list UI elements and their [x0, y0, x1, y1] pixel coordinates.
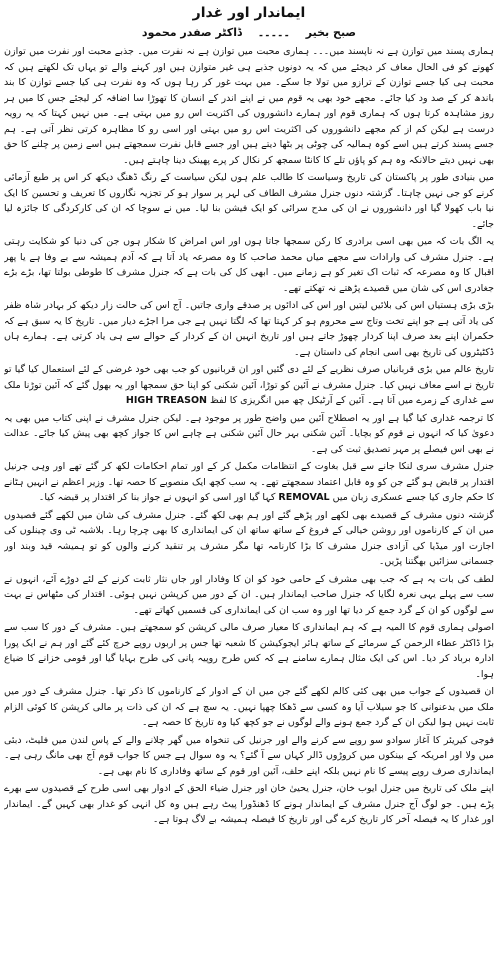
paragraph-7-text: جنرل مشرف سری لنکا جانے سے قبل بغاوت کے انتظامات مکمل کر کے اور تمام احکامات لکھ کر گئے تھے اور وہی جرنیل اقتدار پر قابض ہو گئے جن کو وہ قابل اعتماد سمجھتے تھے۔ یہ سب کچھ ایک منصوبے کا حصہ تھا۔ وزیر اعظم نے انہیں ہٹانے کا حکم جاری کیا جسے عسکری زبان میں: [4, 461, 494, 503]
newspaper-column: [4, 4, 494, 964]
english-term-removal: REMOVAL: [278, 492, 330, 503]
byline-separator: ۔۔۔۔۔: [257, 26, 290, 39]
paragraph-1: ہماری پسند میں توازن ہے نہ ناپسند میں۔۔۔ ہماری محبت میں توازن ہے نہ نفرت میں۔ جذبے محبت اور نفرت میں توازن کھونے کو فی الحال معاف کر دیجئے میں کہ یہ دونوں جذبے ہی غیر متوازن ہیں اور کہنے والے تو یہاں تک لکھتے ہیں کہ محبت ہی کیا جسے توازن کے ترازو میں تولا جا سکے۔ میں بہت غور کر رہا ہوں کہ وہ نفرت ہی کیا جسے توازن کا بند باندھ کر کے صد ود کیا جائے۔ مجھے خود بھی یہ قوم میں نے اپنے اندر کے انسان کا تھوڑا سا اضافہ کر لیجئے جس کا میں ہر روز مشاہدہ کرتا ہوں کہ ہماری قوم اور ہمارے دانشوروں کی اکثریت اس رو میں بہتی ہے۔ میں نہیں کہتا کہ یہ رویہ درست ہے لیکن کم از کم مجھے دانشوروں کی اکثریت اس رو میں بہتی اور اسی رو کا مظاہرہ کرتی نظر آتی ہے۔ ہم جسے پسند کرتے ہیں اسے کوہ ہمالیہ کی چوٹی پر بٹھا دیتے ہیں اور جسے قابل نفرت سمجھتے ہیں اسے زمین پر چلنے کا حق بھی نہیں دیتے حالانکہ وہ ہم کو پاؤں تلے کا کانٹا سمجھ کر نکال کر پرے پھینک دینا چاہتے ہیں۔: [4, 46, 494, 166]
paragraph-6: کا ترجمہ غداری کیا گیا ہے اور یہ اصطلاح آئین میں واضح طور پر موجود ہے۔ لیکن جنرل مشرف نے اپنی کتاب میں بھی یہ دعویٰ کیا کہ انہوں نے قوم کو بچایا۔ آئین شکنی بہر حال آئین شکنی ہے چاہے اس کا جواز کچھ بھی پیش کیا جائے۔ عدالت نے بھی اس فیصلے پر مہر تصدیق ثبت کی ہے۔: [4, 412, 494, 455]
paragraph-3: یہ الگ بات کہ میں بھی اسی برادری کا رکن سمجھا جاتا ہوں اور اس امراض کا شکار ہوں جن کی دنیا کو شکایت رہتی ہے۔ جنرل مشرف کی وارادات سے مجھے میاں محمد صاحب کا وہ مصرعہ یاد آتا ہے کہ آدم ہمیشہ سے بے وفا ہے یا پھر اقبال کا وہ مصرعہ کہ ثبات اک تغیر کو ہے زمانے میں۔ ابھی کل کی بات ہے کہ جنرل مشرف کا طوطی بولتا تھا، بڑے بڑے جغادری اس کی شان میں قصیدے پڑھتے نہ تھکتے تھے۔: [4, 236, 494, 294]
paragraph-8: گزشتہ دنوں مشرف کے قصیدے بھی لکھے اور پڑھے گئے اور ہم بھی لکھ گئے۔ جنرل مشرف کی شان میں لکھے گئے قصیدوں میں ان کے کارناموں اور روشن خیالی کے فروغ کے ساتھ ساتھ ان کی ایمانداری کا بھی چرچا رہا۔ بلاشبہ ٹی وی چینلوں کی اجازت اور میڈیا کی آزادی جنرل مشرف کا بڑا کارنامہ تھا مگر مشرف پر تنقید کرنے والوں کو تو ہمیشہ قید وبند اور جسمانی سزائیں بھگتنا پڑیں۔: [4, 509, 494, 567]
paragraph-7-tail: کہا گیا اور اسی کو انہوں نے جواز بنا کر اقتدار پر قبضہ کیا۔: [38, 492, 276, 503]
paragraph-4: بڑی بڑی ہستیاں اس کی بلائیں لیتیں اور اس کی ادائوں پر صدقے واری جاتیں۔ آج اس کی حالت زار دیکھ کر بہادر شاہ ظفر کی یاد آتی ہے جو اپنے تخت وتاج سے محروم ہو کر کہتا تھا کہ لگتا نہیں ہے جی مرا اجڑے دیار میں۔ تاریخ کا یہ سبق ہے کہ حکمران اپنے بعد صرف اپنا کردار چھوڑ جاتے ہیں اور تاریخ انہیں ان کے کردار کے حوالے سے ہی یاد کرتی ہے۔ ہمارے ہاں ڈکٹیٹروں کی تاریخ بھی اسی انجام کی داستان ہے۔: [4, 300, 494, 358]
article-body: [4, 44, 494, 828]
paragraph-2: میں بنیادی طور پر پاکستان کی تاریخ وسیاست کا طالب علم ہوں لیکن سیاست کے رنگ ڈھنگ دیکھ کر اس پر طبع آزمائی کرنے کو جی نہیں چاہتا۔ گزشتہ دنوں جنرل مشرف الطاف کی لہر پر سوار ہو کر تجزیہ نگاروں کا تعریف و تحسین کا ایک نیا باب کھولا گیا اور دانشوروں نے ان کی مدح سرائی کو ایک فیشن بنا لیا۔ میں نے سوچا کہ ان کی کارکردگی کا جائزہ لیا جائے۔: [4, 172, 494, 230]
paragraph-7: [4, 459, 494, 506]
english-term-treason: HIGH TREASON: [125, 395, 207, 406]
author-name: ڈاکٹر صفدر محمود: [141, 26, 242, 39]
dateline: صبح بخیر: [305, 26, 357, 39]
paragraph-5-text: تاریخ عالم میں بڑی قربانیاں صرف نظریے کے لئے دی گئیں اور ان قربانیوں کو جب بھی خود غرضی کے لئے استعمال کیا گیا تو تاریخ نے اسے معاف نہیں کیا۔ جنرل مشرف نے آئین کو توڑا، آئین شکنی کو اپنا حق سمجھا اور یہ بھول گئے کہ آئین توڑنا ملک سے غداری کے زمرے میں آتا ہے۔ آئین کے آرٹیکل چھ میں انگریزی کا لفظ: [4, 364, 494, 406]
paragraph-12: فوجی کیریئر کا آغاز سوادو سو روپے سے کرنے والے اور جرنیل کی تنخواہ میں گھر چلانے والے کے پاس لندن میں فلیٹ، دبئی میں ولا اور امریکہ کے بینکوں میں کروڑوں ڈالر کہاں سے آ گئے؟ یہ وہ سوال ہے جس کا جواب قوم آج بھی مانگ رہی ہے۔ ایمانداری صرف روپے پیسے کا نام نہیں بلکہ اپنے حلف، آئین اور قوم کے ساتھ وفاداری کا نام بھی ہے۔: [4, 734, 494, 777]
article-title: ایماندار اور غدار: [192, 5, 306, 21]
paragraph-13: اپنے ملک کی تاریخ میں جنرل ایوب خان، جنرل یحییٰ خان اور جنرل ضیاء الحق کے ادوار بھی اسی طرح کے قصیدوں سے بھرے پڑے ہیں۔ جو لوگ آج جنرل مشرف کے ایماندار ہونے کا ڈھنڈورا پیٹ رہے ہیں وہ کل انہی کو غدار بھی کہیں گے۔ ایماندار اور غدار کا یہ فیصلہ آخر کار تاریخ کرے گی اور تاریخ کا فیصلہ ہمیشہ بے لاگ ہوتا ہے۔: [4, 783, 494, 825]
byline: [4, 26, 494, 40]
paragraph-11: ان قصیدوں کے جواب میں بھی کئی کالم لکھے گئے جن میں ان کے ادوار کے کارناموں کا ذکر تھا۔ جنرل مشرف کے دور میں ملک میں بدعنوانی کا جو سیلاب آیا وہ کسی سے ڈھکا چھپا نہیں۔ یہ سچ ہے کہ ان کی ذات پر مالی کرپشن کا کوئی الزام ثابت نہیں ہوا لیکن ان کے گرد جمع ہونے والے لوگوں نے جو کچھ کیا وہ تاریخ کا حصہ ہے۔: [4, 686, 494, 728]
paragraph-5: [4, 362, 494, 409]
paragraph-9: لطف کی بات یہ ہے کہ جب بھی مشرف کے حامی خود کو ان کا وفادار اور جاں نثار ثابت کرنے کے لئے دوڑے آئے، انہوں نے سب سے پہلے یہی نعرہ لگایا کہ جنرل صاحب ایماندار ہیں۔ ان کے دور میں کرپشن نہیں ہوئی۔ اقتدار کی مٹھاس نے بہت سے لوگوں کو ان کے گرد جمع کر دیا تھا اور وہ سب ان کی ایمانداری کی قسمیں کھاتے تھے۔: [4, 573, 494, 616]
paragraph-10: اصولی ہماری قوم کا المیہ ہے کہ ہم ایمانداری کا معیار صرف مالی کرپشن کو سمجھتے ہیں۔ مشرف کے دور کا سب سے بڑا ڈاکٹر عطاء الرحمن کے سرمائے کے ساتھ ہائر ایجوکیشن کا شعبہ تھا جس پر اربوں روپے خرچ کئے گئے اور ہم نے ایک پورا ادارہ برباد کر دیا۔ اس کی ایک مثال ہمارے سامنے ہے کہ کس طرح روپیہ پانی کی طرح بہایا گیا اور قومی خزانے کا ضیاع ہوا۔: [4, 622, 494, 680]
